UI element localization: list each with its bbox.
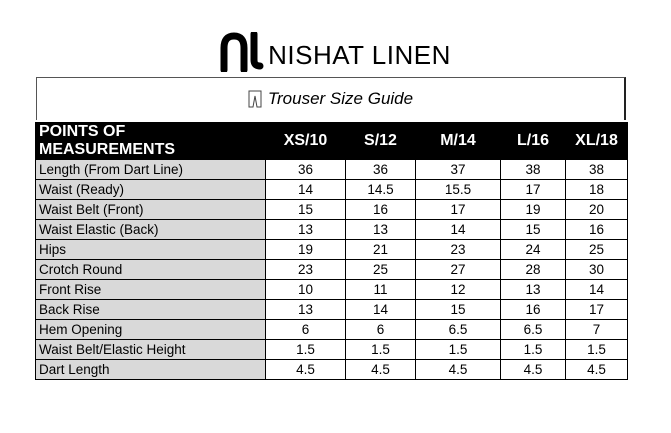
measurement-label: Length (From Dart Line) [36,160,266,180]
table-row [36,360,628,380]
column-header: POINTS OF MEASUREMENTS [36,123,266,160]
size-value-cell: 25 [346,260,416,280]
size-value-cell: 13 [501,280,566,300]
table-row [36,280,628,300]
size-value-cell: 16 [566,220,628,240]
size-value-cell: 19 [501,200,566,220]
size-value-cell: 25 [566,240,628,260]
measurement-label: Front Rise [36,280,266,300]
size-value-cell: 28 [501,260,566,280]
measurement-label: Waist (Ready) [36,180,266,200]
measurement-label: Waist Belt (Front) [36,200,266,220]
size-value-cell: 15 [416,300,501,320]
table-row [36,320,628,340]
size-value-cell: 1.5 [416,340,501,360]
size-value-cell: 21 [346,240,416,260]
size-value-cell: 4.5 [266,360,346,380]
size-value-cell: 27 [416,260,501,280]
size-value-cell: 15 [501,220,566,240]
measurement-label: Crotch Round [36,260,266,280]
size-value-cell: 4.5 [416,360,501,380]
size-value-cell: 13 [266,300,346,320]
measurement-label: Hem Opening [36,320,266,340]
size-value-cell: 10 [266,280,346,300]
size-value-cell: 38 [501,160,566,180]
measurement-label: Dart Length [36,360,266,380]
size-value-cell: 12 [416,280,501,300]
table-row [36,220,628,240]
size-value-cell: 14 [266,180,346,200]
size-value-cell: 1.5 [501,340,566,360]
column-header: XS/10 [266,123,346,160]
size-value-cell: 30 [566,260,628,280]
size-value-cell: 7 [566,320,628,340]
size-value-cell: 17 [501,180,566,200]
size-value-cell: 15 [266,200,346,220]
page-title: Trouser Size Guide [267,89,414,108]
size-value-cell: 14 [416,220,501,240]
size-value-cell: 18 [566,180,628,200]
size-value-cell: 16 [346,200,416,220]
table-row [36,260,628,280]
size-value-cell: 16 [501,300,566,320]
column-header: S/12 [346,123,416,160]
measurement-label: Hips [36,240,266,260]
size-value-cell: 17 [566,300,628,320]
size-value-cell: 13 [266,220,346,240]
size-value-cell: 36 [346,160,416,180]
table-header-row [36,123,628,160]
size-value-cell: 15.5 [416,180,501,200]
table-row [36,340,628,360]
size-value-cell: 4.5 [566,360,628,380]
size-value-cell: 17 [416,200,501,220]
nl-logo-icon [220,32,264,72]
size-value-cell: 37 [416,160,501,180]
size-chart-table [35,122,628,380]
size-value-cell: 4.5 [501,360,566,380]
size-value-cell: 4.5 [346,360,416,380]
trouser-icon [248,90,262,108]
size-value-cell: 1.5 [266,340,346,360]
size-value-cell: 38 [566,160,628,180]
measurement-label: Waist Elastic (Back) [36,220,266,240]
column-header: L/16 [501,123,566,160]
size-value-cell: 20 [566,200,628,220]
table-row [36,180,628,200]
measurement-label: Back Rise [36,300,266,320]
size-value-cell: 36 [266,160,346,180]
brand-name: NISHAT LINEN [268,39,451,70]
size-value-cell: 14 [566,280,628,300]
size-value-cell: 13 [346,220,416,240]
size-value-cell: 14.5 [346,180,416,200]
size-value-cell: 19 [266,240,346,260]
size-value-cell: 6.5 [416,320,501,340]
size-value-cell: 6 [346,320,416,340]
size-value-cell: 23 [266,260,346,280]
size-value-cell: 6 [266,320,346,340]
table-row [36,240,628,260]
size-guide-title-box [36,77,626,120]
table-row [36,200,628,220]
brand-header [0,30,671,74]
size-value-cell: 23 [416,240,501,260]
measurement-label: Waist Belt/Elastic Height [36,340,266,360]
size-value-cell: 11 [346,280,416,300]
column-header: M/14 [416,123,501,160]
size-value-cell: 14 [346,300,416,320]
size-value-cell: 1.5 [566,340,628,360]
size-value-cell: 24 [501,240,566,260]
size-value-cell: 1.5 [346,340,416,360]
size-value-cell: 6.5 [501,320,566,340]
table-row [36,160,628,180]
column-header: XL/18 [566,123,628,160]
table-row [36,300,628,320]
